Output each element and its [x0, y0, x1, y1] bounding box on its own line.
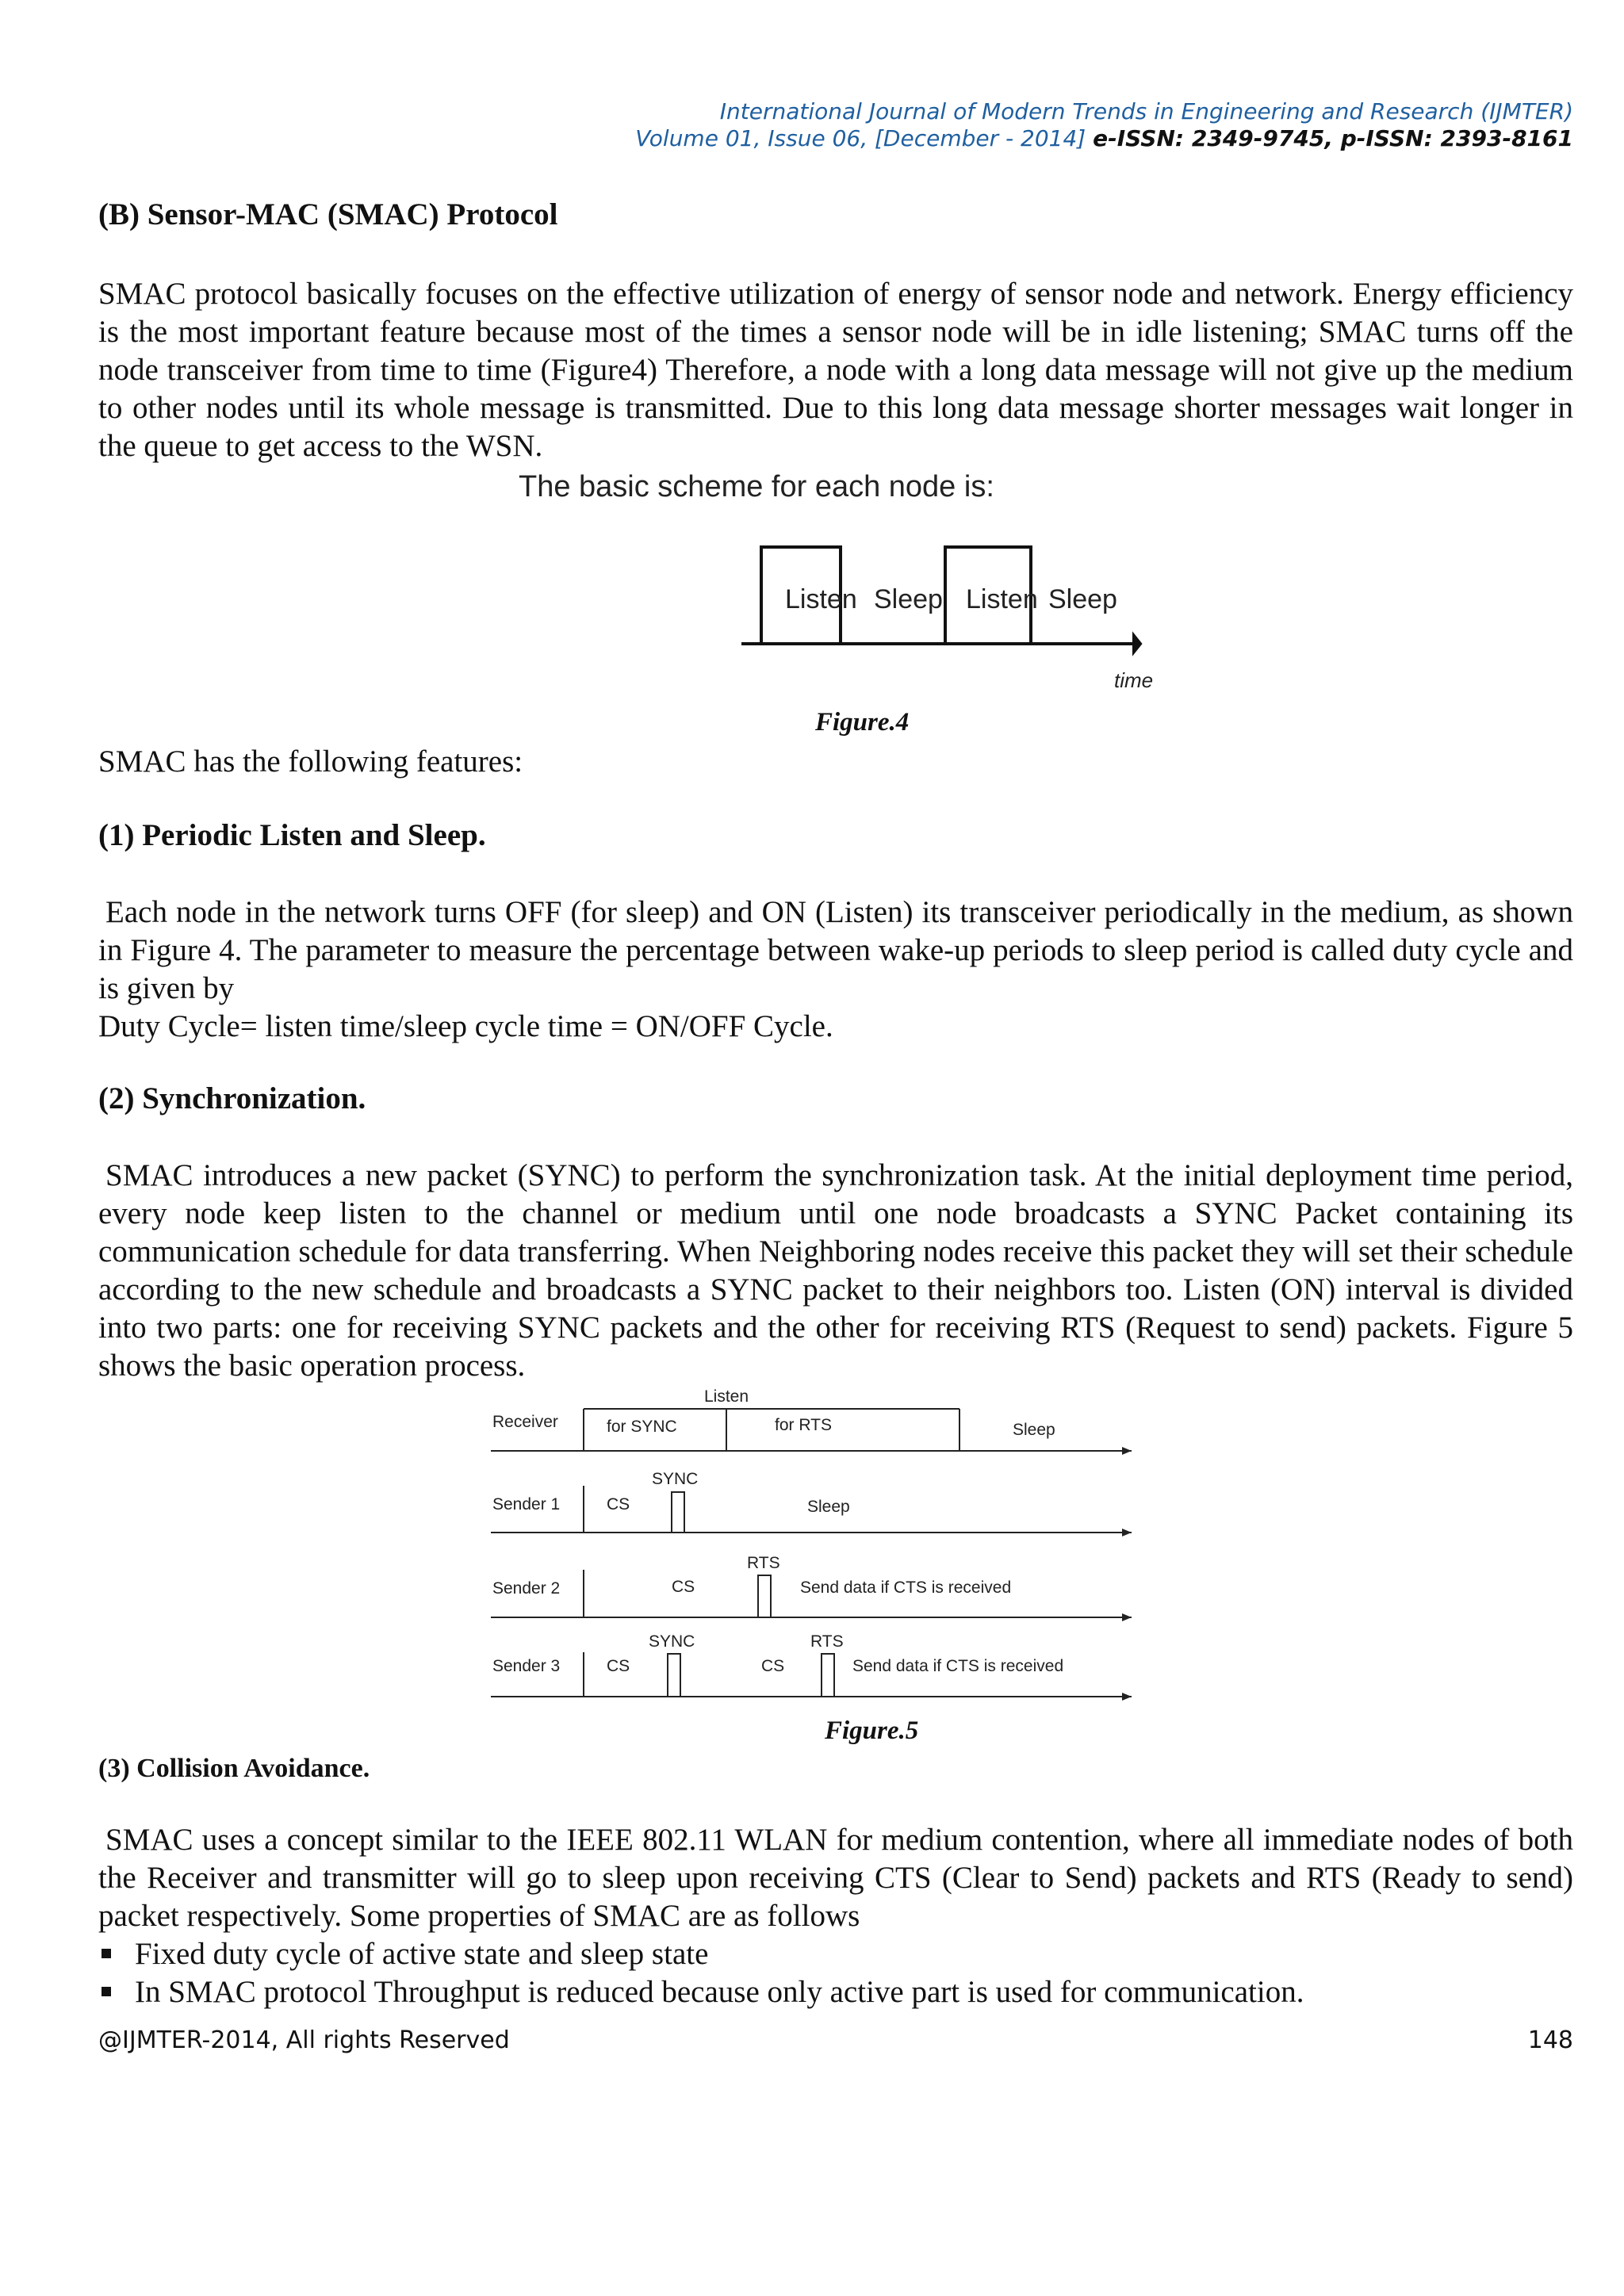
label-listen-1: Listen [785, 584, 857, 614]
figure-5-caption: Figure.5 [825, 1716, 919, 1745]
sender1-cs: CS [607, 1495, 630, 1513]
sender1-row-label: Sender 1 [492, 1495, 561, 1513]
receiver-for-rts: for RTS [775, 1416, 832, 1434]
sender3-axis-arrow [1122, 1693, 1132, 1701]
sender3-cs-2: CS [761, 1657, 785, 1675]
receiver-for-sync: for SYNC [607, 1418, 677, 1436]
sender3-rts-pulse [822, 1654, 834, 1697]
duty-cycle-formula: Duty Cycle= listen time/sleep cycle time = ON/OFF Cycle. [98, 1009, 833, 1043]
label-sleep-2: Sleep [1048, 584, 1117, 614]
receiver-axis-arrow [1122, 1447, 1132, 1455]
feature-2-heading: (2) Synchronization. [98, 1081, 366, 1115]
section-heading-smac: (B) Sensor-MAC (SMAC) Protocol [98, 197, 558, 232]
figure-5-diagram [488, 1386, 1138, 1703]
bullet-square-icon [102, 1949, 111, 1958]
time-axis-arrow [1134, 636, 1140, 652]
issn: e-ISSN: 2349-9745, p-ISSN: 2393-8161 [1093, 125, 1573, 151]
feature-3-heading: (3) Collision Avoidance. [98, 1754, 370, 1783]
list-item: Fixed duty cycle of active state and sleep state [98, 1935, 1573, 1973]
sender1-sleep: Sleep [807, 1498, 850, 1516]
listen-span-label: Listen [704, 1387, 749, 1406]
sender2-axis-arrow [1122, 1613, 1132, 1621]
features-intro: SMAC has the following features: [98, 744, 523, 779]
volume-issue: Volume 01, Issue 06, [December - 2014] [635, 125, 1094, 151]
sender2-rts-pulse [758, 1575, 771, 1617]
figure-4-title: The basic scheme for each node is: [519, 470, 994, 503]
feature-2-paragraph: SMAC introduces a new packet (SYNC) to perform the synchronization task. At the initial deployment time period, every node keep listen to the channel or medium until one node broadcasts a SYNC Packet containing its communication schedule for data transferring. When Neighboring nodes receive this packet they will set their schedule according to the new schedule and broadcasts a SYNC packet to their neighbors too. Listen (ON) interval is divided into two parts: one for receiving SYNC packets and the other for receiving RTS (Request to send) packets. Figure 5 shows the basic operation process. [98, 1158, 1573, 1383]
journal-title: International Journal of Modern Trends in Engineering and Research (IJMTER) [719, 98, 1573, 124]
smac-properties-list [98, 1935, 1573, 2011]
time-axis-label: time [1114, 668, 1154, 692]
sender1-sync: SYNC [652, 1470, 699, 1488]
sender2-rts: RTS [747, 1554, 780, 1572]
sender3-sync: SYNC [649, 1632, 695, 1651]
feature-1-paragraph: Each node in the network turns OFF (for sleep) and ON (Listen) its transceiver periodically in the medium, as shown in Figure 4. The parameter to measure the percentage between wake-up periods to sleep period is called duty cycle and is given by Duty Cycle= listen time/sleep cycle time = ON/OFF Cycle. [98, 894, 1573, 1046]
sender3-sync-pulse [668, 1654, 680, 1697]
sender2-send-data: Send data if CTS is received [800, 1578, 1012, 1597]
receiver-row-label: Receiver [492, 1413, 558, 1431]
journal-volume-line [463, 125, 1573, 151]
bullet-square-icon [102, 1987, 111, 1996]
label-sleep-1: Sleep [874, 584, 943, 614]
sender2-cs: CS [672, 1578, 695, 1596]
feature-3-paragraph: SMAC uses a concept similar to the IEEE 802.11 WLAN for medium contention, where all immediate nodes of both the Receiver and transmitter will go to sleep upon receiving CTS (Clear to Send) packets and RTS (Ready to send) packet respectively. Some properties of SMAC are as follows [98, 1823, 1573, 1933]
figure-4-diagram [492, 468, 1205, 698]
figure-4-caption: Figure.4 [815, 708, 910, 737]
label-listen-2: Listen [966, 584, 1038, 614]
sender1-axis-arrow [1122, 1529, 1132, 1536]
sender3-row-label: Sender 3 [492, 1657, 561, 1675]
sender3-rts: RTS [810, 1632, 844, 1651]
sender3-cs-1: CS [607, 1657, 630, 1675]
sender1-sync-pulse [672, 1492, 684, 1533]
list-item: In SMAC protocol Throughput is reduced because only active part is used for communication. [98, 1973, 1573, 2011]
sender3-send-data: Send data if CTS is received [852, 1657, 1064, 1675]
feature-1-heading: (1) Periodic Listen and Sleep. [98, 818, 486, 852]
footer-copyright: @IJMTER-2014, All rights Reserved [98, 2026, 510, 2054]
smac-intro-paragraph: SMAC protocol basically focuses on the effective utilization of energy of sensor node and network. Energy efficiency is the most important feature because most of the times a sensor node will be in idle listening; SMAC turns off the node transceiver from time to time (Figure4) Therefore, a node with a long data message will not give up the medium to other nodes until its whole message is transmitted. Due to this long data message shorter messages wait longer in the queue to get access to the WSN. [98, 277, 1573, 463]
page-number: 148 [1527, 2026, 1573, 2054]
sender2-row-label: Sender 2 [492, 1579, 561, 1598]
receiver-sleep: Sleep [1013, 1421, 1055, 1439]
